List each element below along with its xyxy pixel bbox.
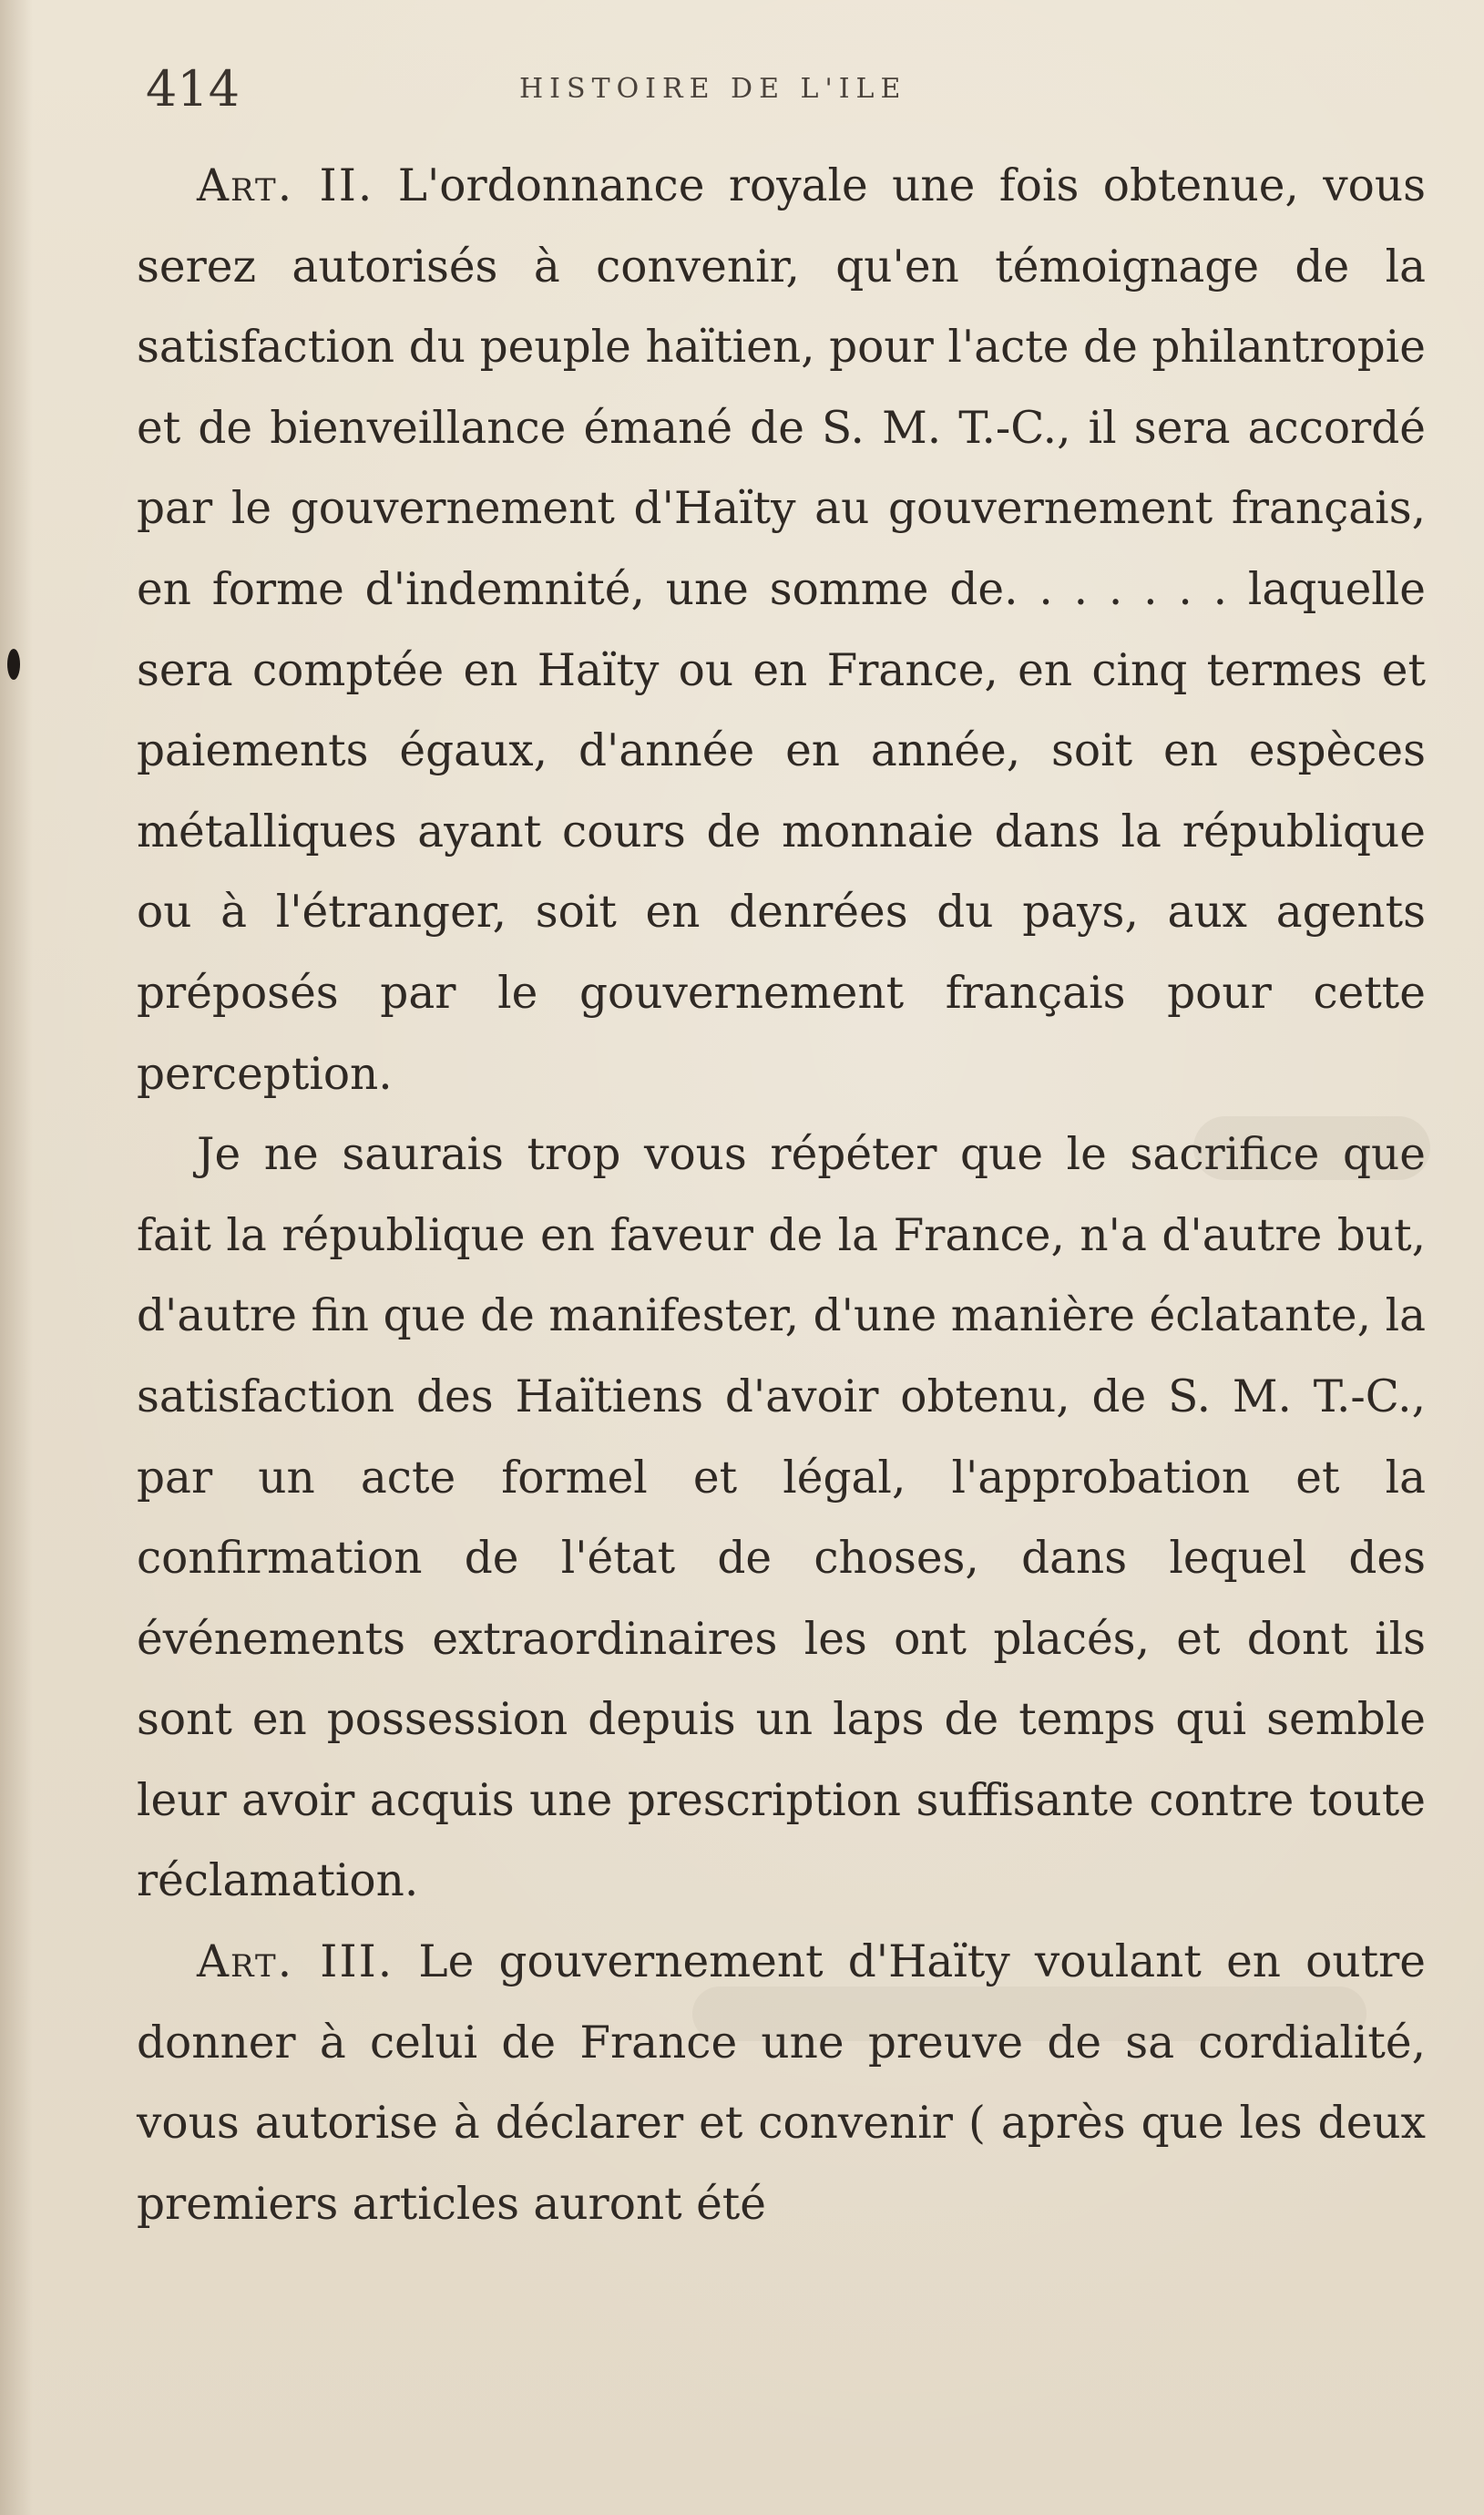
paragraph-article-3 [137, 1922, 1426, 2244]
running-head: HISTOIRE DE L'ILE [519, 73, 907, 105]
article-lead: Art. III. [197, 1936, 394, 1988]
paragraph-text: L'ordonnance royale une fois obtenue, vous serez autorisés à convenir, qu'en témoignage de la satisfaction du peuple haïtien, pour l'acte de philantropie et de bienveillance émané de S. M. T.-C., il sera accordé par le gouvernement d'Haïty au gouvernement français, en forme d'indemnité, une somme de. . . . . . . laquelle sera comptée en Haïty ou en France, en cinq termes et paiements égaux, d'année en année, soit en espèces métalliques ayant cours de monnaie dans la république ou à l'étranger, soit en denrées du pays, aux agents préposés par le gouvernement français pour cette perception. [137, 160, 1426, 1100]
paragraph-commentary [137, 1114, 1426, 1922]
paragraph-text: Je ne saurais trop vous répéter que le sacrifice que fait la république en faveur de la France, n'a d'autre but, d'autre fin que de manifester, d'une manière éclatante, la satisfaction des Haïtiens d'avoir obtenu, de S. M. T.-C., par un acte formel et légal, l'approbation et la confirmation de l'état de choses, dans lequel des événements extraordinaires les ont placés, et dont ils sont en possession depuis un laps de temps qui semble leur avoir acquis une prescription suffisante contre toute réclamation. [137, 1129, 1426, 1907]
body-text [137, 146, 1426, 2244]
paragraph-article-2 [137, 146, 1426, 1114]
ink-blot [7, 649, 20, 680]
article-lead: Art. II. [197, 160, 374, 211]
page-number: 414 [146, 60, 241, 118]
page-gutter-shadow [0, 0, 33, 2515]
page-header [137, 53, 1394, 126]
paragraph-text: Le gouvernement d'Haïty voulant en outre donner à celui de France une preuve de sa cordialité, vous autorise à déclarer et convenir ( après que les deux premiers articles auront été [137, 1936, 1426, 2230]
